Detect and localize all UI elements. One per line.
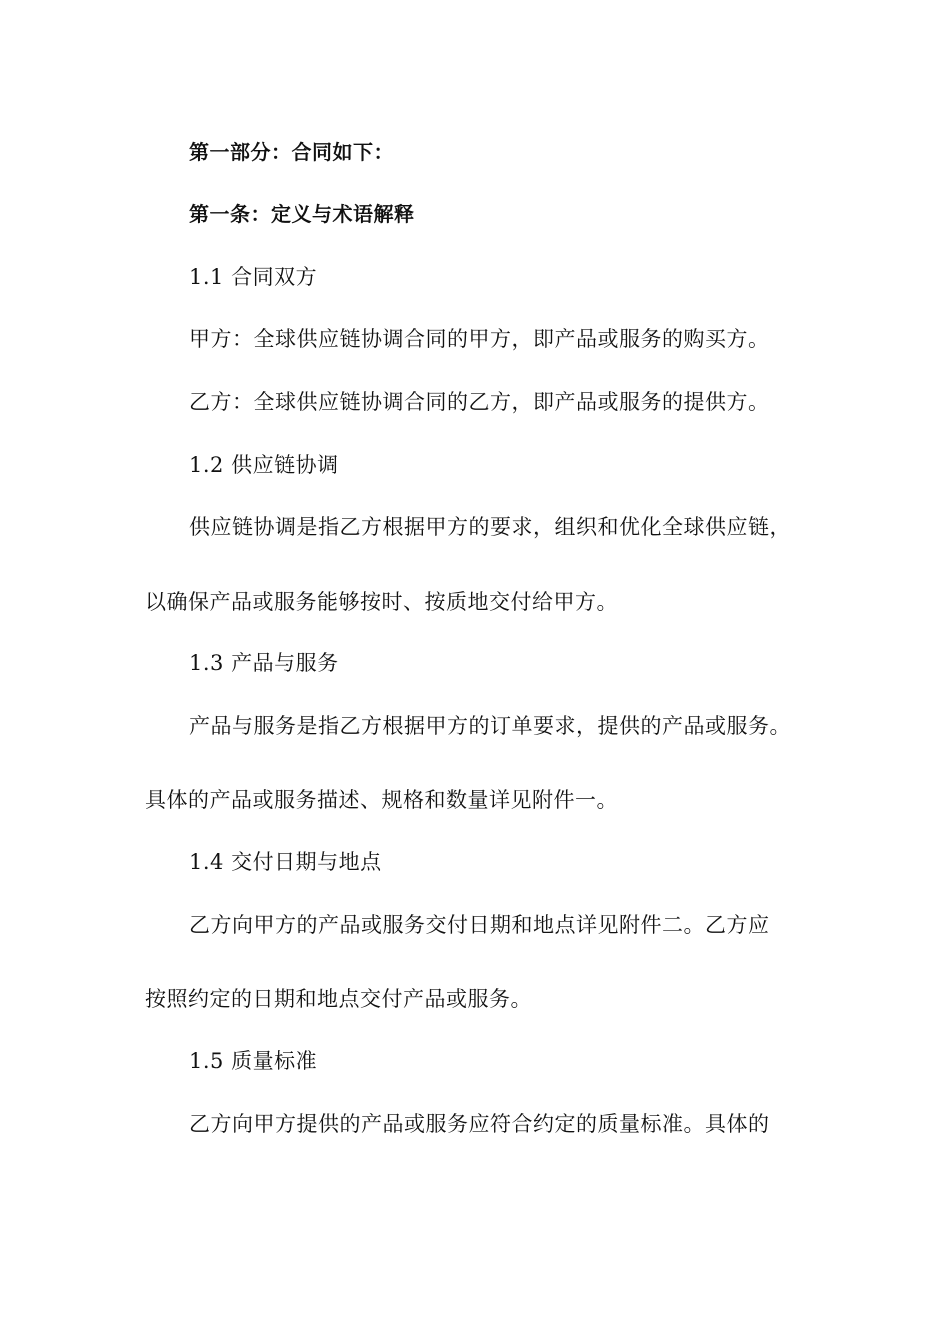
section-1-1-heading: 1.1 合同双方 — [189, 265, 318, 289]
section-1-2-heading: 1.2 供应链协调 — [189, 453, 339, 477]
article-heading: 第一条：定义与术语解释 — [189, 202, 415, 226]
section-1-3-text-line-2: 具体的产品或服务描述、规格和数量详见附件一。 — [145, 788, 618, 812]
section-1-2-text-line-1: 供应链协调是指乙方根据甲方的要求，组织和优化全球供应链， — [189, 515, 791, 539]
party-a-definition: 甲方：全球供应链协调合同的甲方，即产品或服务的购买方。 — [189, 327, 770, 351]
section-1-2-text-line-2: 以确保产品或服务能够按时、按质地交付给甲方。 — [145, 590, 618, 614]
section-1-4-text-line-2: 按照约定的日期和地点交付产品或服务。 — [145, 987, 532, 1011]
party-b-definition: 乙方：全球供应链协调合同的乙方，即产品或服务的提供方。 — [189, 390, 770, 414]
part-heading: 第一部分：合同如下： — [189, 140, 394, 164]
section-1-4-text-line-1: 乙方向甲方的产品或服务交付日期和地点详见附件二。乙方应 — [189, 913, 770, 937]
section-1-5-heading: 1.5 质量标准 — [189, 1049, 318, 1073]
section-1-4-heading: 1.4 交付日期与地点 — [189, 850, 382, 874]
section-1-3-text-line-1: 产品与服务是指乙方根据甲方的订单要求，提供的产品或服务。 — [189, 714, 791, 738]
section-1-3-heading: 1.3 产品与服务 — [189, 651, 339, 675]
section-1-5-text-line-1: 乙方向甲方提供的产品或服务应符合约定的质量标准。具体的 — [189, 1112, 770, 1136]
